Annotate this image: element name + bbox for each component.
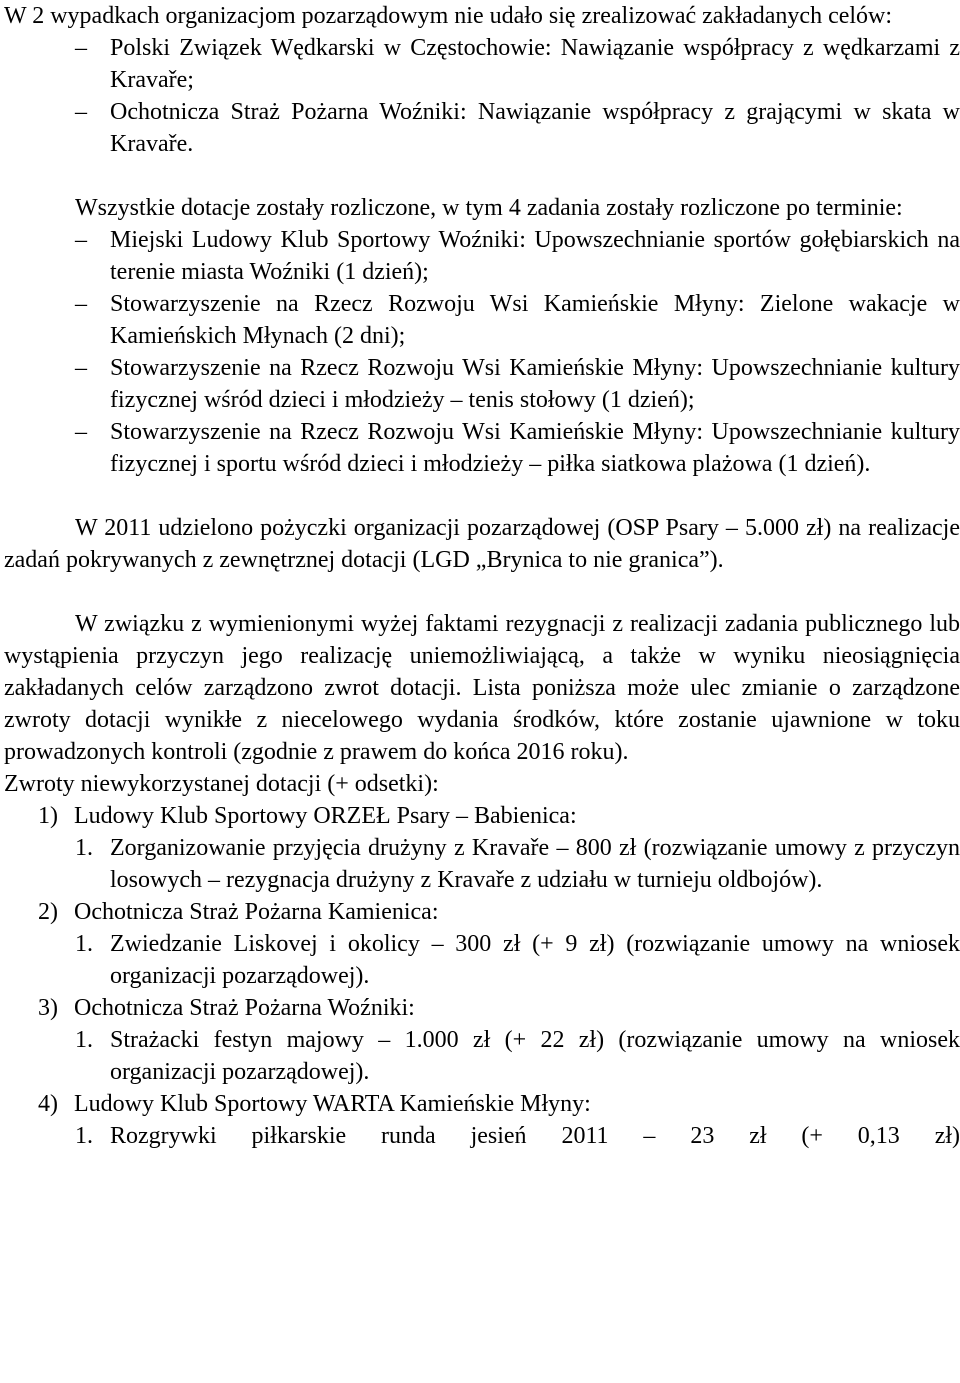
dash-bullet: – xyxy=(75,35,87,61)
list-item: 1. Zorganizowanie przyjęcia drużyny z Kravaře – 800 zł (rozwiązanie umowy z przyczyn losowych – rezygnacja drużyny z Kravaře z udziału w turnieju oldbojów). xyxy=(75,835,960,893)
list-item: – Miejski Ludowy Klub Sportowy Woźniki: Upowszechnianie sportów gołębiarskich na terenie miasta Woźniki (1 dzień); xyxy=(4,224,960,288)
failed-intro: W 2 wypadkach organizacjom pozarządowym nie udało się zrealizować zakładanych celów: xyxy=(4,3,893,29)
late-list xyxy=(4,224,960,480)
list-item: – Ochotnicza Straż Pożarna Woźniki: Nawiązanie współpracy z grającymi w skata w Kravaře. xyxy=(4,96,960,160)
dash-bullet: – xyxy=(75,419,87,445)
org-name: Ochotnicza Straż Pożarna Kamienica: xyxy=(74,899,439,925)
dash-bullet: – xyxy=(75,227,87,253)
refund-list-title: Zwroty niewykorzystanej dotacji (+ odsetki): xyxy=(4,771,439,797)
org-number: 2) xyxy=(38,899,58,925)
org-name: Ludowy Klub Sportowy ORZEŁ Psary – Babienica: xyxy=(74,803,577,829)
late-intro: Wszystkie dotacje zostały rozliczone, w tym 4 zadania zostały rozliczone po terminie: xyxy=(75,195,903,221)
dash-bullet: – xyxy=(75,291,87,317)
list-item: – Stowarzyszenie na Rzecz Rozwoju Wsi Kamieńskie Młyny: Zielone wakacje w Kamieńskich Młynach (2 dni); xyxy=(4,288,960,352)
list-item: – Polski Związek Wędkarski w Częstochowie: Nawiązanie współpracy z wędkarzami z Kravaře; xyxy=(4,32,960,96)
list-item: 1. Zwiedzanie Liskovej i okolicy – 300 zł (+ 9 zł) (rozwiązanie umowy na wniosek organizacji pozarządowej). xyxy=(75,931,960,989)
refund-org-1 xyxy=(4,800,960,896)
refund-paragraph: W związku z wymienionymi wyżej faktami rezygnacji z realizacji zadania publicznego lub wystąpienia przyczyn jego realizację uniemożliwiającą, a także w wyniku nieosiągnięcia zakładanych celów zarządzono zwrot dotacji. Lista poniższa może ulec zmianie o zarządzone zwroty dotacji wynikłe z niecelowego wydania środków, które zostanie ujawnione w toku prowadzonych kontroli (zgodnie z prawem do końca 2016 roku). xyxy=(4,611,960,765)
org-number: 3) xyxy=(38,995,58,1021)
list-item: 1. Strażacki festyn majowy – 1.000 zł (+ 22 zł) (rozwiązanie umowy na wniosek organizacji pozarządowej). xyxy=(75,1027,960,1085)
failed-list xyxy=(4,32,960,160)
org-name: Ochotnicza Straż Pożarna Woźniki: xyxy=(74,995,415,1021)
refund-org-2 xyxy=(4,896,960,992)
list-item: – Stowarzyszenie na Rzecz Rozwoju Wsi Kamieńskie Młyny: Upowszechnianie kultury fizycznej wśród dzieci i młodzieży – tenis stołowy (1 dzień); xyxy=(4,352,960,416)
org-name: Ludowy Klub Sportowy WARTA Kamieńskie Młyny: xyxy=(74,1091,591,1117)
document-page xyxy=(4,0,960,1152)
dash-bullet: – xyxy=(75,355,87,381)
dash-bullet: – xyxy=(75,99,87,125)
list-item: – Stowarzyszenie na Rzecz Rozwoju Wsi Kamieńskie Młyny: Upowszechnianie kultury fizycznej i sportu wśród dzieci i młodzieży – piłka siatkowa plażowa (1 dzień). xyxy=(4,416,960,480)
list-item: 1. Rozgrywki piłkarskie runda jesień 2011 – 23 zł (+ 0,13 zł) xyxy=(75,1123,960,1149)
refund-org-4 xyxy=(4,1088,960,1152)
org-number: 1) xyxy=(38,803,58,829)
loan-paragraph: W 2011 udzielono pożyczki organizacji pozarządowej (OSP Psary – 5.000 zł) na realizacje zadań pokrywanych z zewnętrznej dotacji (LGD „Brynica to nie granica”). xyxy=(4,515,960,573)
org-number: 4) xyxy=(38,1091,58,1117)
refund-org-3 xyxy=(4,992,960,1088)
